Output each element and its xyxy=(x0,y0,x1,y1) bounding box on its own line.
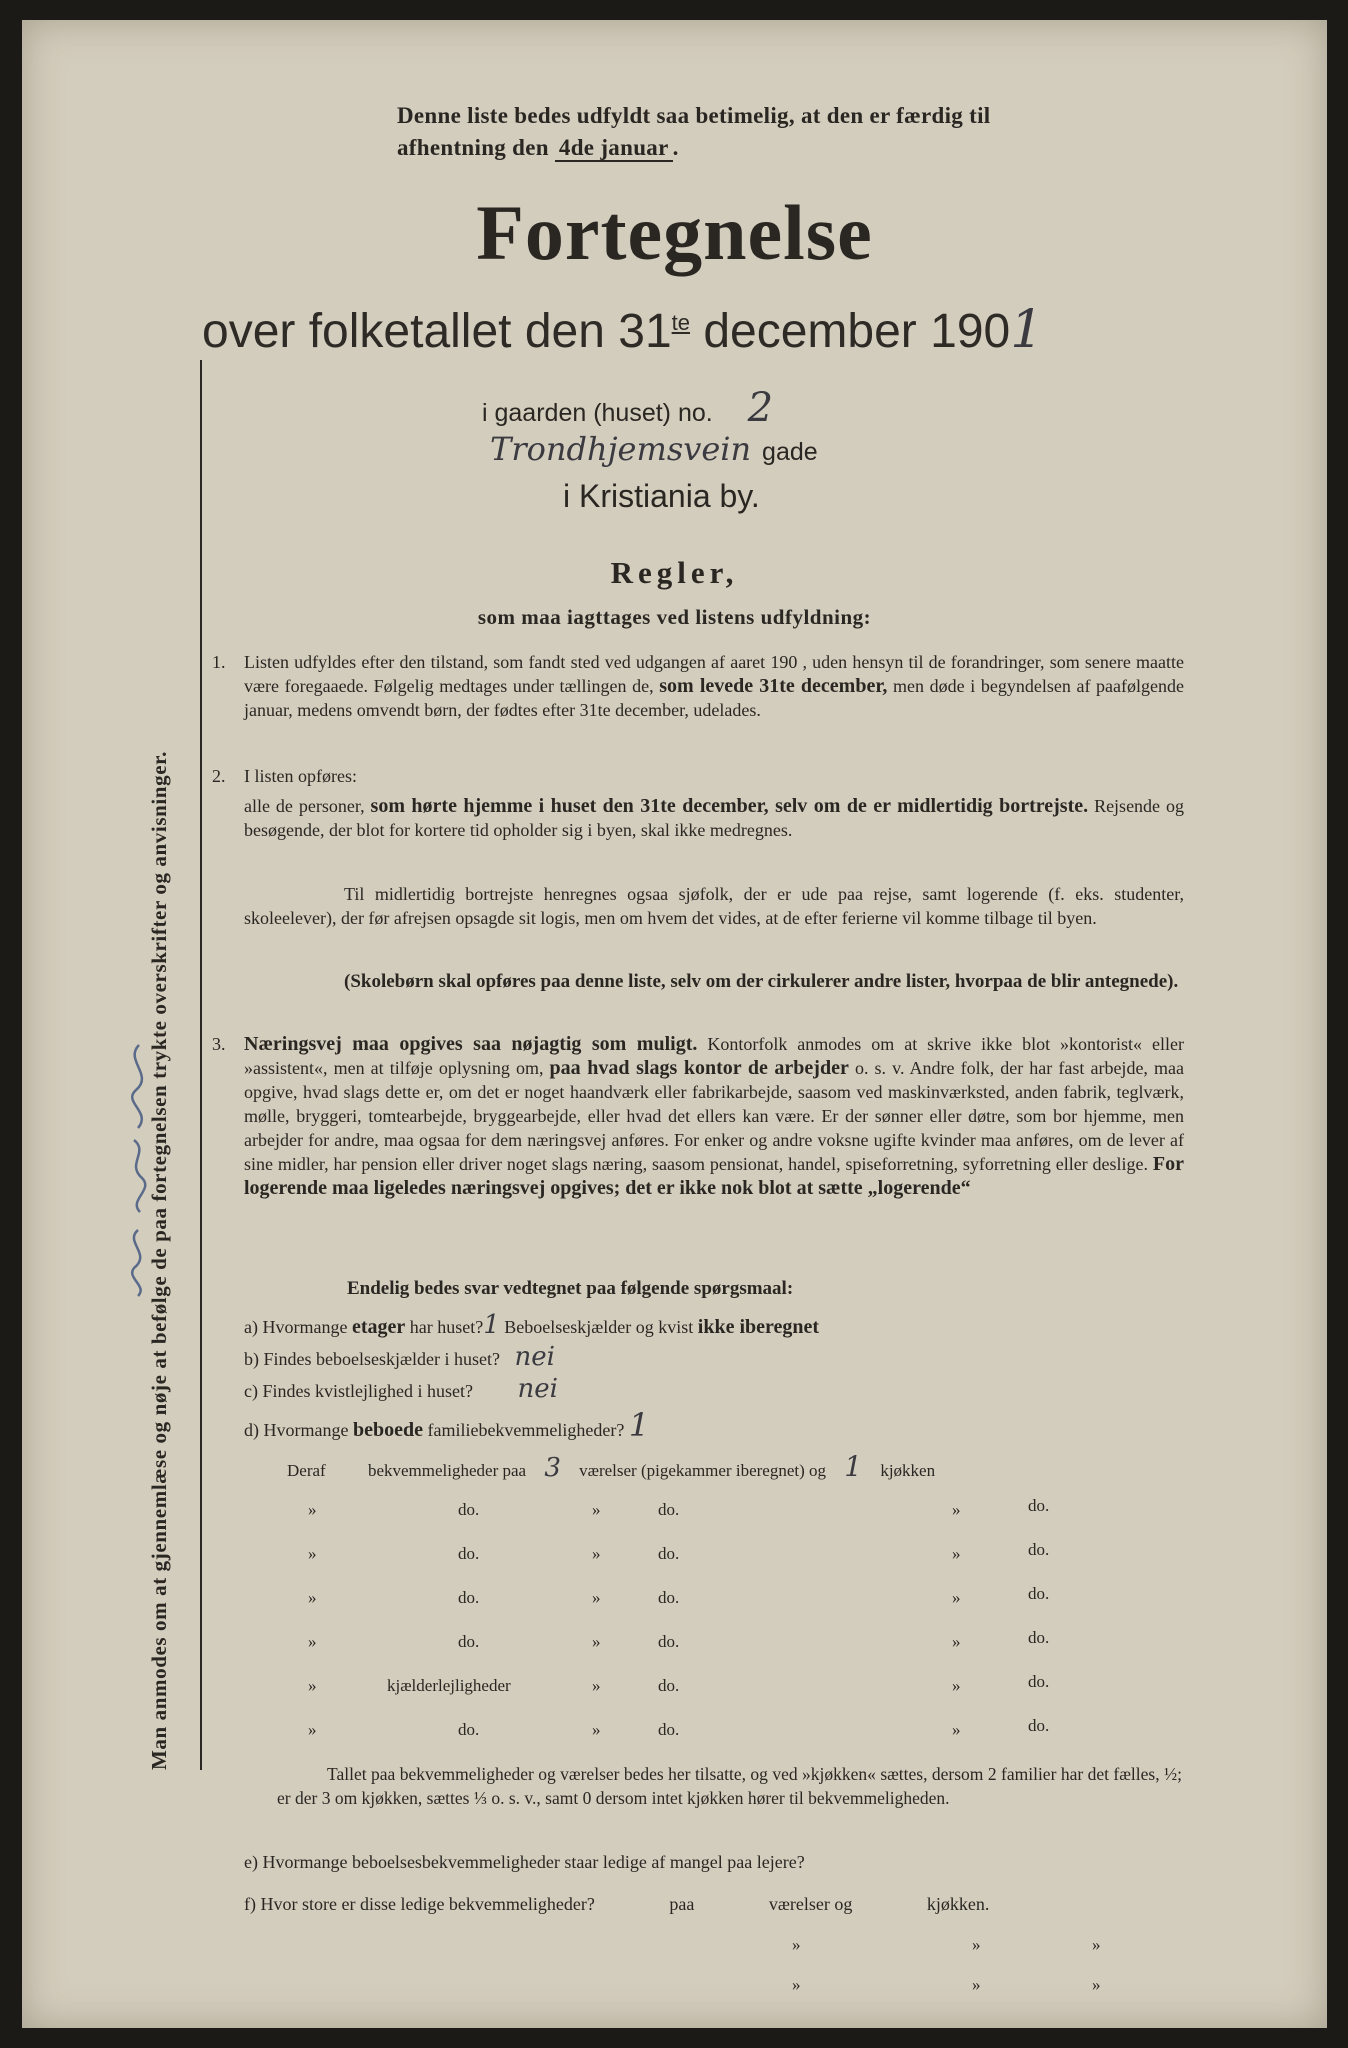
rule-2-text-c: (Skolebørn skal opføres paa denne liste, selv om der cirkulerer andre lister, hvorpaa de blir antegnede). xyxy=(344,971,1179,992)
rule-1-number: 1. xyxy=(212,652,226,672)
row-5-do-c: do. xyxy=(1028,1672,1050,1691)
row-2-quote-b: » xyxy=(592,1544,601,1563)
handwritten-rooms: 3 xyxy=(544,1453,561,1483)
table-header-row: Deraf bekvemmeligheder paa 3 værelser (pigekammer iberegnet) og 1 kjøkken xyxy=(287,1450,936,1483)
row-1-do-a: do. xyxy=(458,1500,480,1519)
row-2-quote-c: » xyxy=(952,1544,961,1563)
delivery-date: 4de januar xyxy=(555,135,673,162)
row-5-do-b: do. xyxy=(658,1676,680,1695)
handwritten-answer-a: 1 xyxy=(483,1310,500,1340)
question-f: f) Hvor store er disse ledige bekvemmeligheder? paa værelser og kjøkken. xyxy=(244,1894,990,1914)
rule-2-number: 2. xyxy=(212,766,226,786)
row-f2-quote-b: » xyxy=(972,1935,981,1954)
city-line: i Kristiania by. xyxy=(563,478,760,514)
street-line: Trondhjemsvein gade xyxy=(490,430,818,468)
row-f3-quote-a: » xyxy=(792,1975,801,1994)
row-1-quote-b: » xyxy=(592,1500,601,1519)
row-3-do-b: do. xyxy=(658,1588,680,1607)
row-6-quote-b: » xyxy=(592,1720,601,1739)
row-5-quote: » xyxy=(308,1676,317,1695)
rule-2-text-b: Til midlertidig bortrejste henregnes ogsaa sjøfolk, der er ude paa rejse, samt logerende (f. eks. studenter, skoleelever), der før afrejsen opsagde sit logis, men om hvem det vides, at de efter ferierne vil komme tilbage til byen. xyxy=(244,884,1184,928)
row-6-do-b: do. xyxy=(658,1720,680,1739)
row-3-quote-b: » xyxy=(592,1588,601,1607)
row-3-do-c: do. xyxy=(1028,1584,1050,1603)
question-b: b) Findes beboelseskjælder i huset? nei xyxy=(244,1342,555,1372)
house-number-line: i gaarden (huset) no. 2 xyxy=(482,385,774,431)
row-2-do-b: do. xyxy=(658,1544,680,1563)
form-title: Fortegnelse xyxy=(476,189,873,276)
handwritten-house-number: 2 xyxy=(747,385,774,431)
question-d: d) Hvormange beboede familiebekvemmeligheder? 1 xyxy=(244,1406,650,1444)
row-f2-quote-a: » xyxy=(792,1935,801,1954)
row-4-do-c: do. xyxy=(1028,1628,1050,1647)
questions-intro: Endelig bedes svar vedtegnet paa følgende spørgsmaal: xyxy=(347,1278,794,1299)
rule-1-text: Listen udfyldes efter den tilstand, som fandt sted ved udgangen af aaret 190 , uden hensyn til de forandringer, som senere maatte være foregaaede. Følgelig medtages under tællingen de, som levede 31te december, men døde i begyndelsen af paafølgende januar, medens omvendt børn, der fødtes efter 31te december, udelades. xyxy=(244,652,1185,720)
row-4-do-b: do. xyxy=(658,1632,680,1651)
rules-heading: Regler, xyxy=(610,555,739,590)
question-c: c) Findes kvistlejlighed i huset? nei xyxy=(244,1374,558,1404)
row-4-quote-b: » xyxy=(592,1632,601,1651)
row-f2-quote-c: » xyxy=(1092,1935,1101,1954)
row-1-quote-c: » xyxy=(952,1500,961,1519)
table-note: Tallet paa bekvemmeligheder og værelser bedes her tilsatte, og ved »kjøkken« sættes, dersom 2 familier har det fælles, ½; er der 3 om kjøkken, sættes ⅓ o. s. v., samt 0 dersom intet kjøkken hører til bekvemmeligheden. xyxy=(277,1764,1182,1808)
row-4-quote-c: » xyxy=(952,1632,961,1651)
row-6-quote-c: » xyxy=(952,1720,961,1739)
row-3-quote: » xyxy=(308,1588,317,1607)
row-3-quote-c: » xyxy=(952,1588,961,1607)
handwritten-street: Trondhjemsvein xyxy=(490,430,752,468)
row-5-quote-b: » xyxy=(592,1676,601,1695)
row-4-do-a: do. xyxy=(458,1632,480,1651)
row-6-quote: » xyxy=(308,1720,317,1739)
row-1-do-b: do. xyxy=(658,1500,680,1519)
row-2-quote: » xyxy=(308,1544,317,1563)
rule-3-number: 3. xyxy=(212,1034,226,1054)
row-2-do-a: do. xyxy=(458,1544,480,1563)
row-3-do-a: do. xyxy=(458,1588,480,1607)
handwritten-answer-c: nei xyxy=(517,1374,558,1404)
rule-2-heading: I listen opføres: xyxy=(244,766,357,786)
row-5-quote-c: » xyxy=(952,1676,961,1695)
side-instruction: Man anmodes om at gjennemlæse og nøje at befølge de paa fortegnelsen trykte overskrifter og anvisninger. xyxy=(147,751,171,1770)
form-subtitle: over folketallet den $31^{te}$ december 1901 xyxy=(202,300,1044,360)
margin-scribble-icon xyxy=(114,1040,164,1300)
row-1-quote: » xyxy=(308,1500,317,1519)
handwritten-year: 1 xyxy=(1010,300,1044,360)
row-1-do-c: do. xyxy=(1028,1496,1050,1515)
row-6-do-a: do. xyxy=(458,1720,480,1739)
rule-3-text: Næringsvej maa opgives saa nøjagtig som muligt. Kontorfolk anmodes om at skrive ikke blot »kontorist« eller »assistent«, men at tilføje oplysning om, paa hvad slags kontor de arbejder o. s. v. Andre folk, der har fast arbejde, maa opgive, hvad slags dette er, om det er noget haandværk eller fabrikarbejde, saasom ved maskinværksted, anden fabrik, teglværk, mølle, bryggeri, tomtearbejde, bryggearbejde, eller hvad det ellers kan være. Er der sønner eller døtre, som bor hjemme, men arbejder for andre, maa ogsaa for dem næringsvej anføres. For enker og andre voksne ugifte kvinder maa anføres, om de lever af sine midler, har pension eller driver noget slags næring, saasom pensionat, handel, spiseforretning, syforretning eller deslige. For logerende maa ligeledes næringsvej opgives; det er ikke nok blot at sætte „logerende“ xyxy=(244,1033,1184,1199)
row-6-do-c: do. xyxy=(1028,1716,1050,1735)
row-4-quote: » xyxy=(308,1632,317,1651)
delivery-notice: Denne liste bedes udfyldt saa betimelig, at den er færdig til afhentning den 4de januar . xyxy=(397,103,991,160)
handwritten-kitchens: 1 xyxy=(844,1450,863,1483)
row-5-kjaelder: kjælderlejligheder xyxy=(387,1676,511,1695)
handwritten-answer-b: nei xyxy=(514,1342,555,1372)
question-a: a) Hvormange etager har huset?1 Beboelseskjælder og kvist ikke iberegnet xyxy=(244,1310,820,1340)
rule-2-text-a: alle de personer, som hørte hjemme i huset den 31te december, selv om de er midlertidig bortrejste. Rejsende og besøgende, der blot for kortere tid opholder sig i byen, skal ikke medregnes. xyxy=(244,795,1184,840)
question-e: e) Hvormange beboelsesbekvemmeligheder staar ledige af mangel paa lejere? xyxy=(244,1852,805,1872)
row-f3-quote-b: » xyxy=(972,1975,981,1994)
row-2-do-c: do. xyxy=(1028,1540,1050,1559)
side-divider-line xyxy=(200,360,202,1770)
rules-subheading: som maa iagttages ved listens udfyldning: xyxy=(477,605,872,629)
handwritten-answer-d: 1 xyxy=(628,1406,650,1444)
form-sheet xyxy=(22,20,1327,2028)
row-f3-quote-c: » xyxy=(1092,1975,1101,1994)
